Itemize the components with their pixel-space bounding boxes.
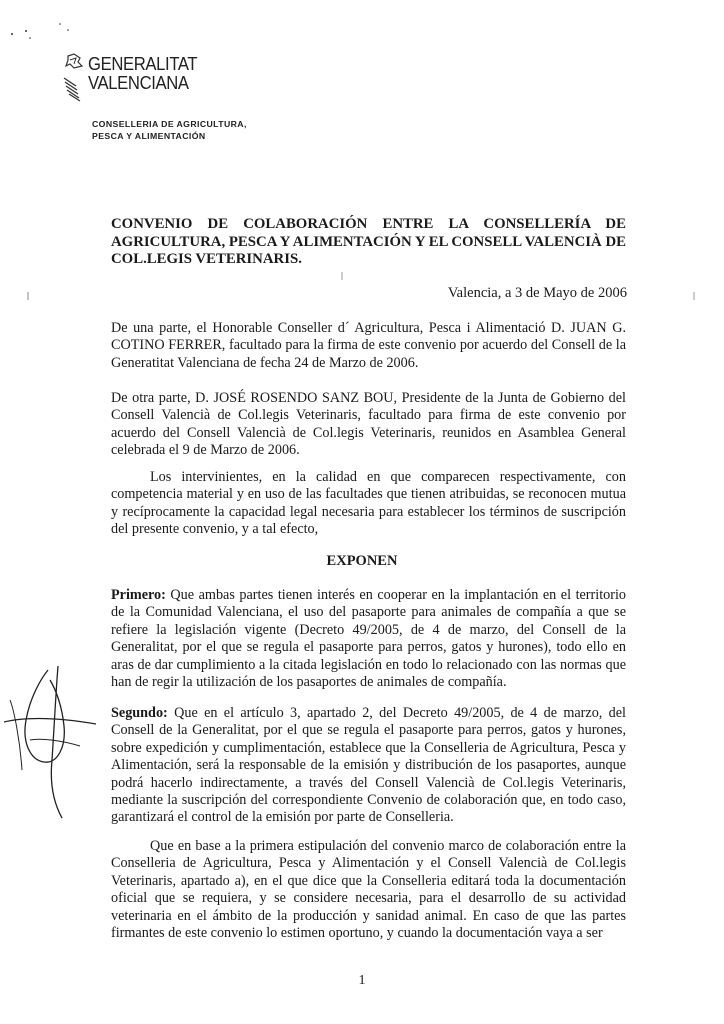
logo-line-1: GENERALITAT <box>88 53 198 74</box>
document-date: Valencia, a 3 de Mayo de 2006 <box>447 285 627 301</box>
section-heading: EXPONEN <box>326 553 398 569</box>
party-two-paragraph: De otra parte, D. JOSÉ ROSENDO SANZ BOU, Presidente de la Junta de Gobierno del Consell Valencià de Col.legis Veterinaris, facultado para firma de este convenio por acuerdo del Consell Valencià de Col.legis Veterinaris, reunidos en Asamblea General celebrada el 9 de Marzo de 2006. <box>111 390 626 459</box>
primero-paragraph <box>111 587 626 691</box>
department-line-2: PESCA Y ALIMENTACIÓN <box>92 131 206 141</box>
segundo-label: Segundo: <box>111 705 168 721</box>
bat-emblem-icon <box>62 52 90 102</box>
logo-wordmark <box>88 54 197 92</box>
department-name <box>92 118 247 142</box>
primero-label: Primero: <box>111 587 166 603</box>
intro-paragraph: Los intervinientes, en la calidad en que comparecen respectivamente, con competencia material y en uso de las facultades que tienen atribuidas, se reconocen mutua y recíprocamente la capacidad legal necesaria para establecer los términos de suscripción del presente convenio, y a tal efecto, <box>111 469 626 538</box>
generalitat-logo <box>62 52 222 104</box>
page-number: 1 <box>358 973 366 988</box>
party-one-paragraph: De una parte, el Honorable Conseller d´ Agricultura, Pesca i Alimentació D. JUAN G. COTINO FERRER, facultado para la firma de este convenio por acuerdo del Consell de la Generatitat Valenciana de fecha 24 de Marzo de 2006. <box>111 320 626 371</box>
logo-line-2: VALENCIANA <box>88 72 189 93</box>
segundo-paragraph <box>111 705 626 827</box>
segundo-text: Que en el artículo 3, apartado 2, del Decreto 49/2005, de 4 de marzo, del Consell de la Generalitat, por el que se regula el pasaporte para perros, gatos y hurones, sobre expedición y cumplimentación, establece que la Conselleria de Agricultura, Pesca y Alimentación, será la responsable de la emisión y distribución de los pasaportes, aunque podrá hacerlo indirectamente, a través del Consell Valencià de Col.legis Veterinaris, mediante la suscripción del correspondiente Convenio de colaboración que, en todo caso, garantizará el control de la emisión por parte de Conselleria. <box>111 705 626 826</box>
tercero-paragraph: Que en base a la primera estipulación del convenio marco de colaboración entre la Conselleria de Agricultura, Pesca y Alimentación y el Consell Valencià de Col.legis Veterinaris, apartado a), en el que dice que la Conselleria editará toda la documentación oficial que se requiera, y se considere necesaria, para el desarrollo de su actividad veterinaria en el ámbito de la producción y sanidad animal. En caso de que las partes firmantes de este convenio lo estimen oportuno, y cuando la documentación vaya a ser <box>111 838 626 942</box>
handwritten-signature <box>0 650 110 830</box>
primero-text: Que ambas partes tienen interés en cooperar en la implantación en el territorio de la Comunidad Valenciana, el uso del pasaporte para animales de compañía a que se refiere la legislación vigente (Decreto 49/2005, de 4 de marzo, del Consell de la Generalitat, por el que se regula el pasaporte para perros, gatos y hurones), todo ello en aras de dar cumplimiento a la citada legislación en todo lo relacionado con las normas que han de regir la utilización de los pasaportes de animales de compañía. <box>111 587 626 691</box>
department-line-1: CONSELLERIA DE AGRICULTURA, <box>92 119 247 129</box>
document-title: CONVENIO DE COLABORACIÓN ENTRE LA CONSELLERÍA DE AGRICULTURA, PESCA Y ALIMENTACIÓN Y EL CONSELL VALENCIÀ DE COL.LEGIS VETERINARIS. <box>111 216 626 267</box>
